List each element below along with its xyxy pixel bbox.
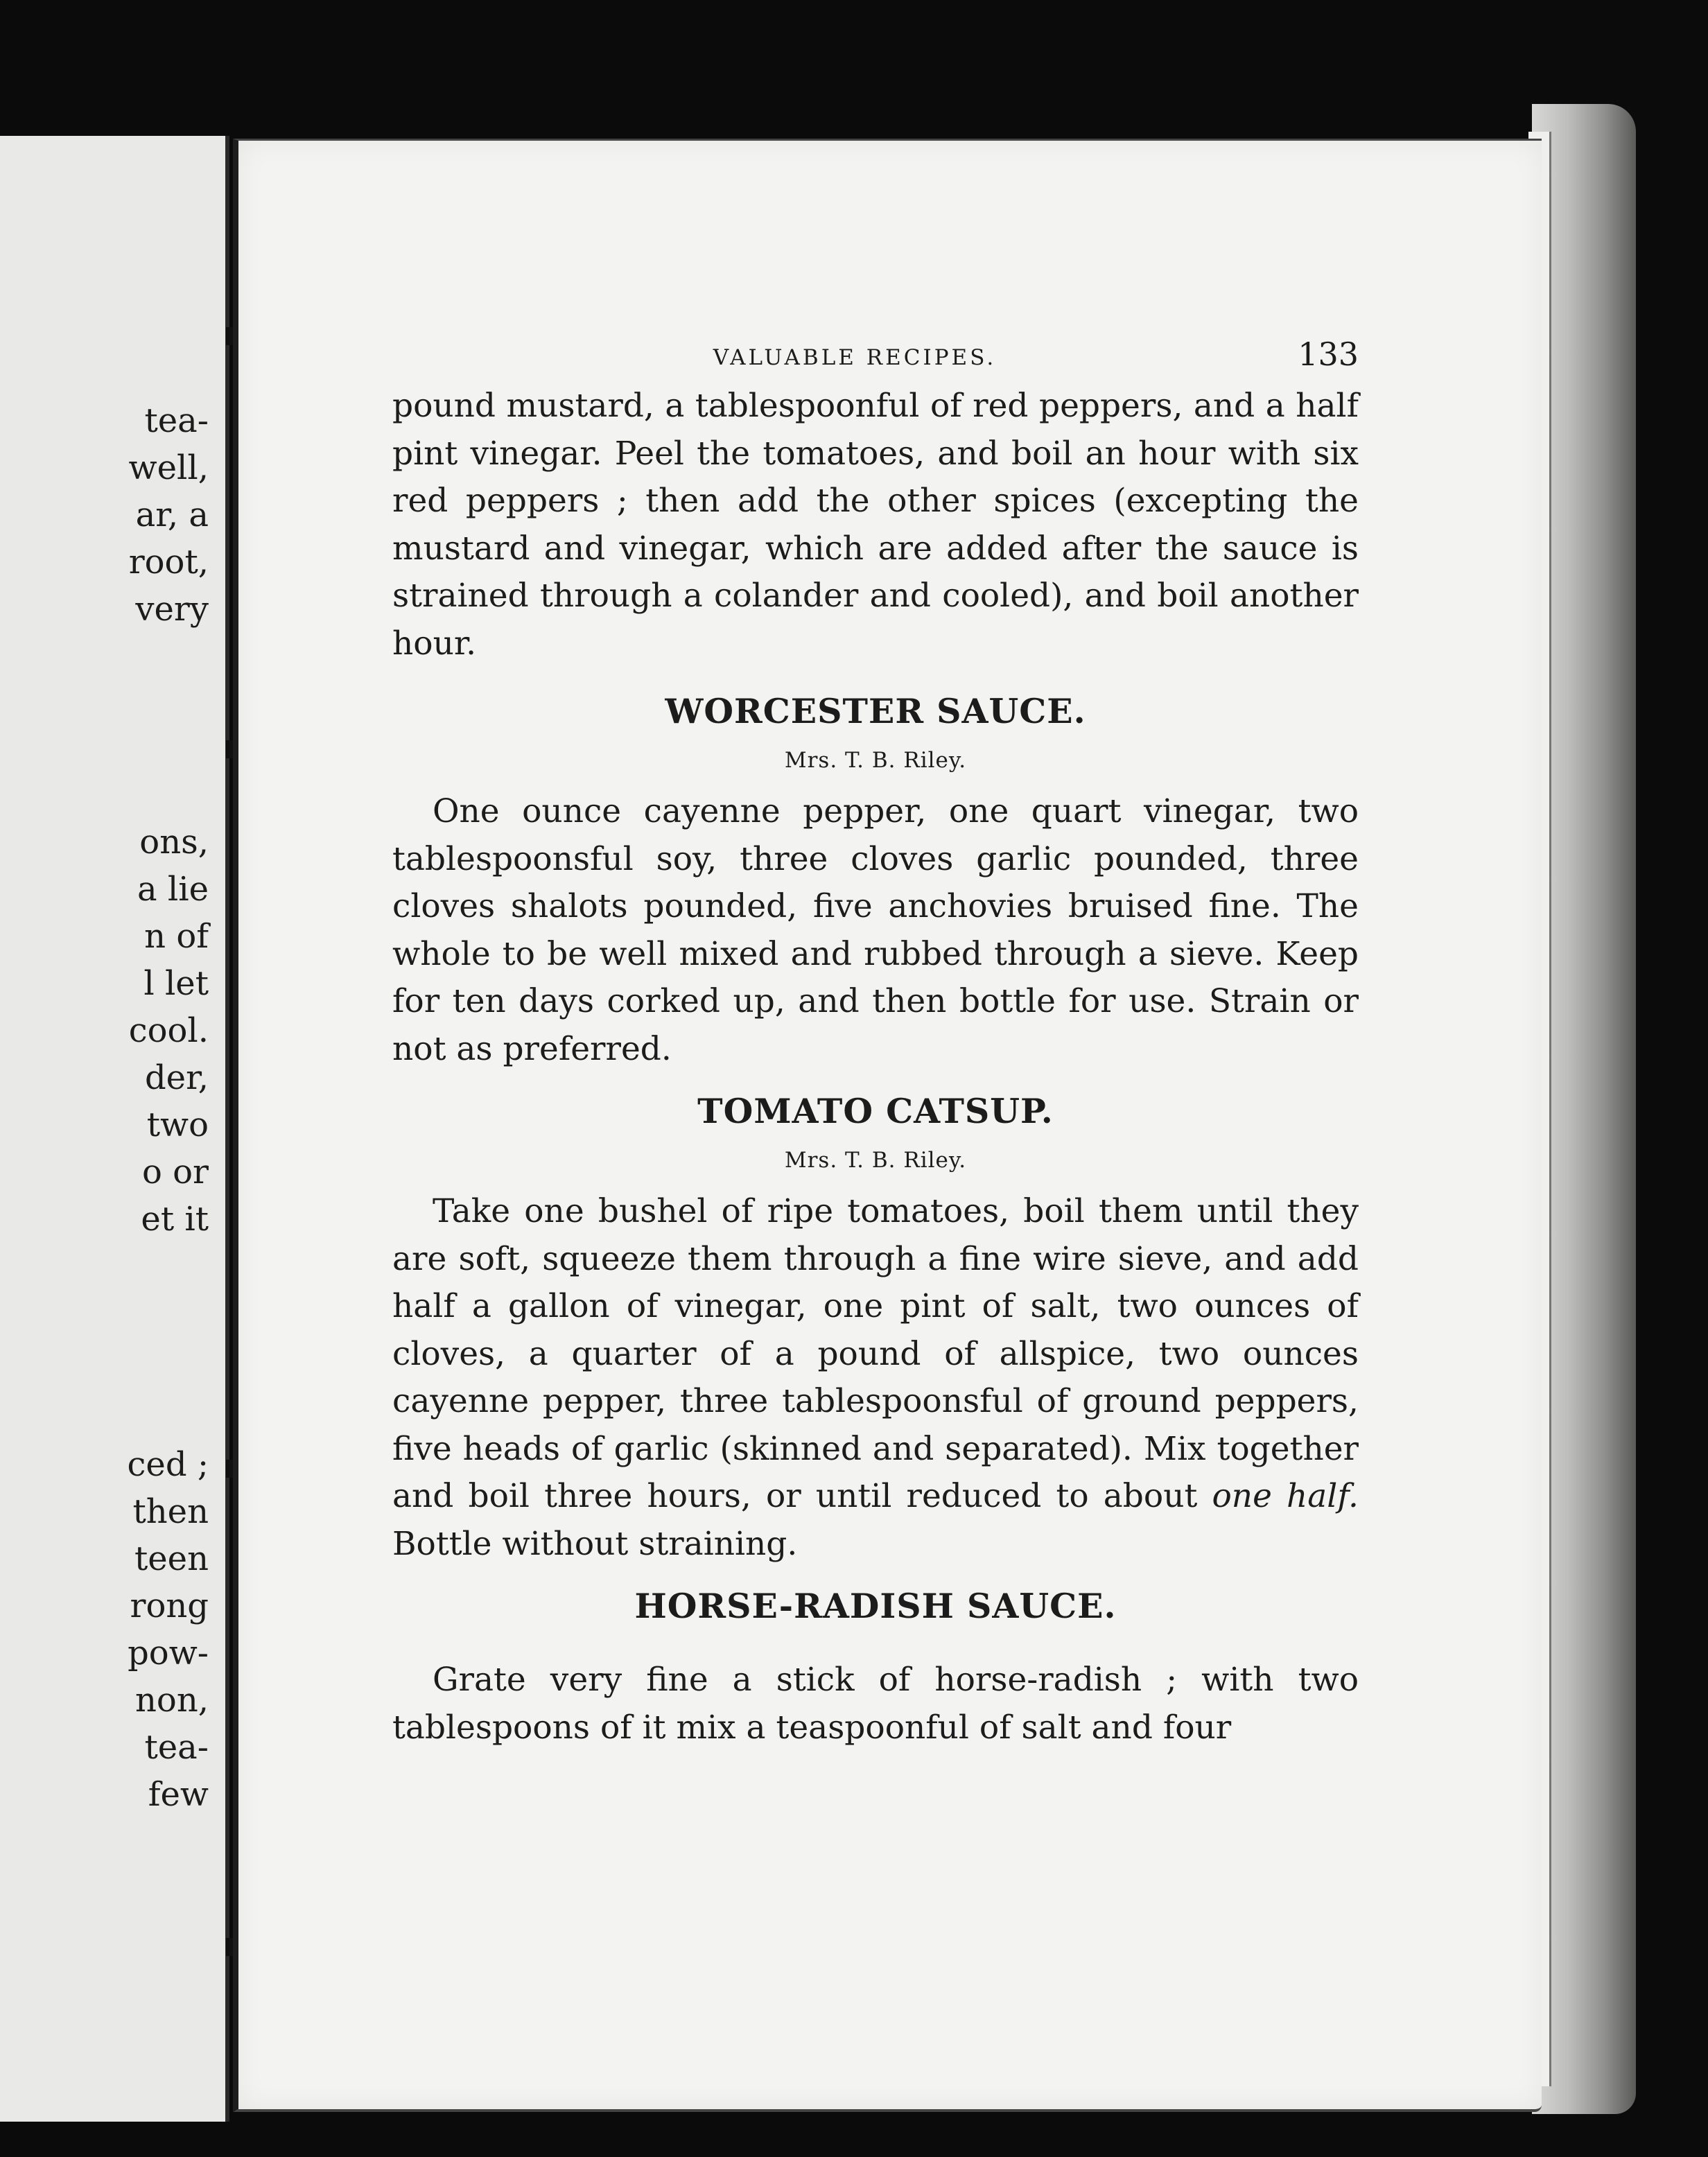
left-fragment: et it — [141, 1200, 209, 1239]
left-fragment: ar, a — [135, 496, 209, 534]
worcester-attribution: Mrs. T. B. Riley. — [784, 748, 967, 773]
worcester-body: One ounce cayenne pepper, one quart vinegar, two tablespoonsful soy, three cloves garlic pounded, three cloves shalots pounded, five anchovies bruised fine. The whole to be well mixed and rubbed through a sieve. Keep for ten days corked up, and then bottle for use. Strain or not as preferred. — [392, 792, 1359, 1068]
tomato-catsup-heading: TOMATO CATSUP. — [697, 1091, 1054, 1131]
catsup-body — [392, 1188, 1359, 1568]
catsup-attribution: Mrs. T. B. Riley. — [784, 1148, 967, 1173]
left-fragment: tea- — [144, 401, 209, 440]
left-fragment: a lie — [137, 870, 209, 909]
left-fragment: rong — [130, 1587, 209, 1625]
worcester-sauce-heading: WORCESTER SAUCE. — [665, 691, 1086, 731]
catsup-body-end: Bottle without straining. — [392, 1524, 798, 1563]
left-fragment: well, — [128, 448, 209, 487]
page-number: 133 — [1298, 335, 1359, 373]
page-content — [392, 331, 1359, 1752]
catsup-body-start: Take one bushel of ripe tomatoes, boil them until they are soft, squeeze them through a fine wire sieve, and add half a gallon of vinegar, one pint of salt, two ounces of cloves, a quarter of a pound of allspice, two ounces cayenne pepper, three tablespoonsful of ground peppers, five heads of garlic (skinned and separated). Mix together and boil three hours, or until reduced to about — [392, 1192, 1359, 1515]
intro-paragraph: pound mustard, a tablespoonful of red peppers, and a half pint vinegar. Peel the tomatoes, and boil an hour with six red peppers ; then add the other spices (excepting the mustard and vinegar, which are added after the sauce is strained through a colander and cooled), and boil another hour. — [392, 387, 1359, 663]
left-fragment: der, — [144, 1058, 209, 1097]
left-fragment: tea- — [144, 1728, 209, 1767]
left-fragment: pow- — [128, 1634, 209, 1673]
left-fragment: n of — [144, 917, 209, 956]
running-head-title: VALUABLE RECIPES. — [713, 345, 997, 370]
left-facing-page — [0, 136, 229, 2122]
horseradish-body: Grate very fine a stick of horse-radish ; with two tablespoons of it mix a teaspoonful of salt and four — [392, 1661, 1359, 1747]
right-page — [233, 139, 1542, 2112]
left-fragment: cool. — [128, 1011, 209, 1050]
left-fragment: o or — [142, 1153, 209, 1191]
horse-radish-sauce-heading: HORSE-RADISH SAUCE. — [634, 1586, 1117, 1626]
left-fragment: two — [146, 1106, 209, 1144]
left-fragment: then — [132, 1492, 209, 1531]
left-fragment: l let — [143, 964, 209, 1003]
left-fragment: few — [148, 1775, 209, 1814]
running-head — [392, 331, 1359, 373]
left-fragment: ons, — [139, 823, 209, 862]
left-fragment: non, — [135, 1681, 209, 1720]
left-fragment: very — [135, 590, 209, 629]
left-fragment: root, — [128, 543, 209, 582]
left-fragment: teen — [134, 1539, 209, 1578]
left-fragment: ced ; — [127, 1445, 209, 1484]
catsup-body-italic: one half. — [1212, 1477, 1359, 1515]
